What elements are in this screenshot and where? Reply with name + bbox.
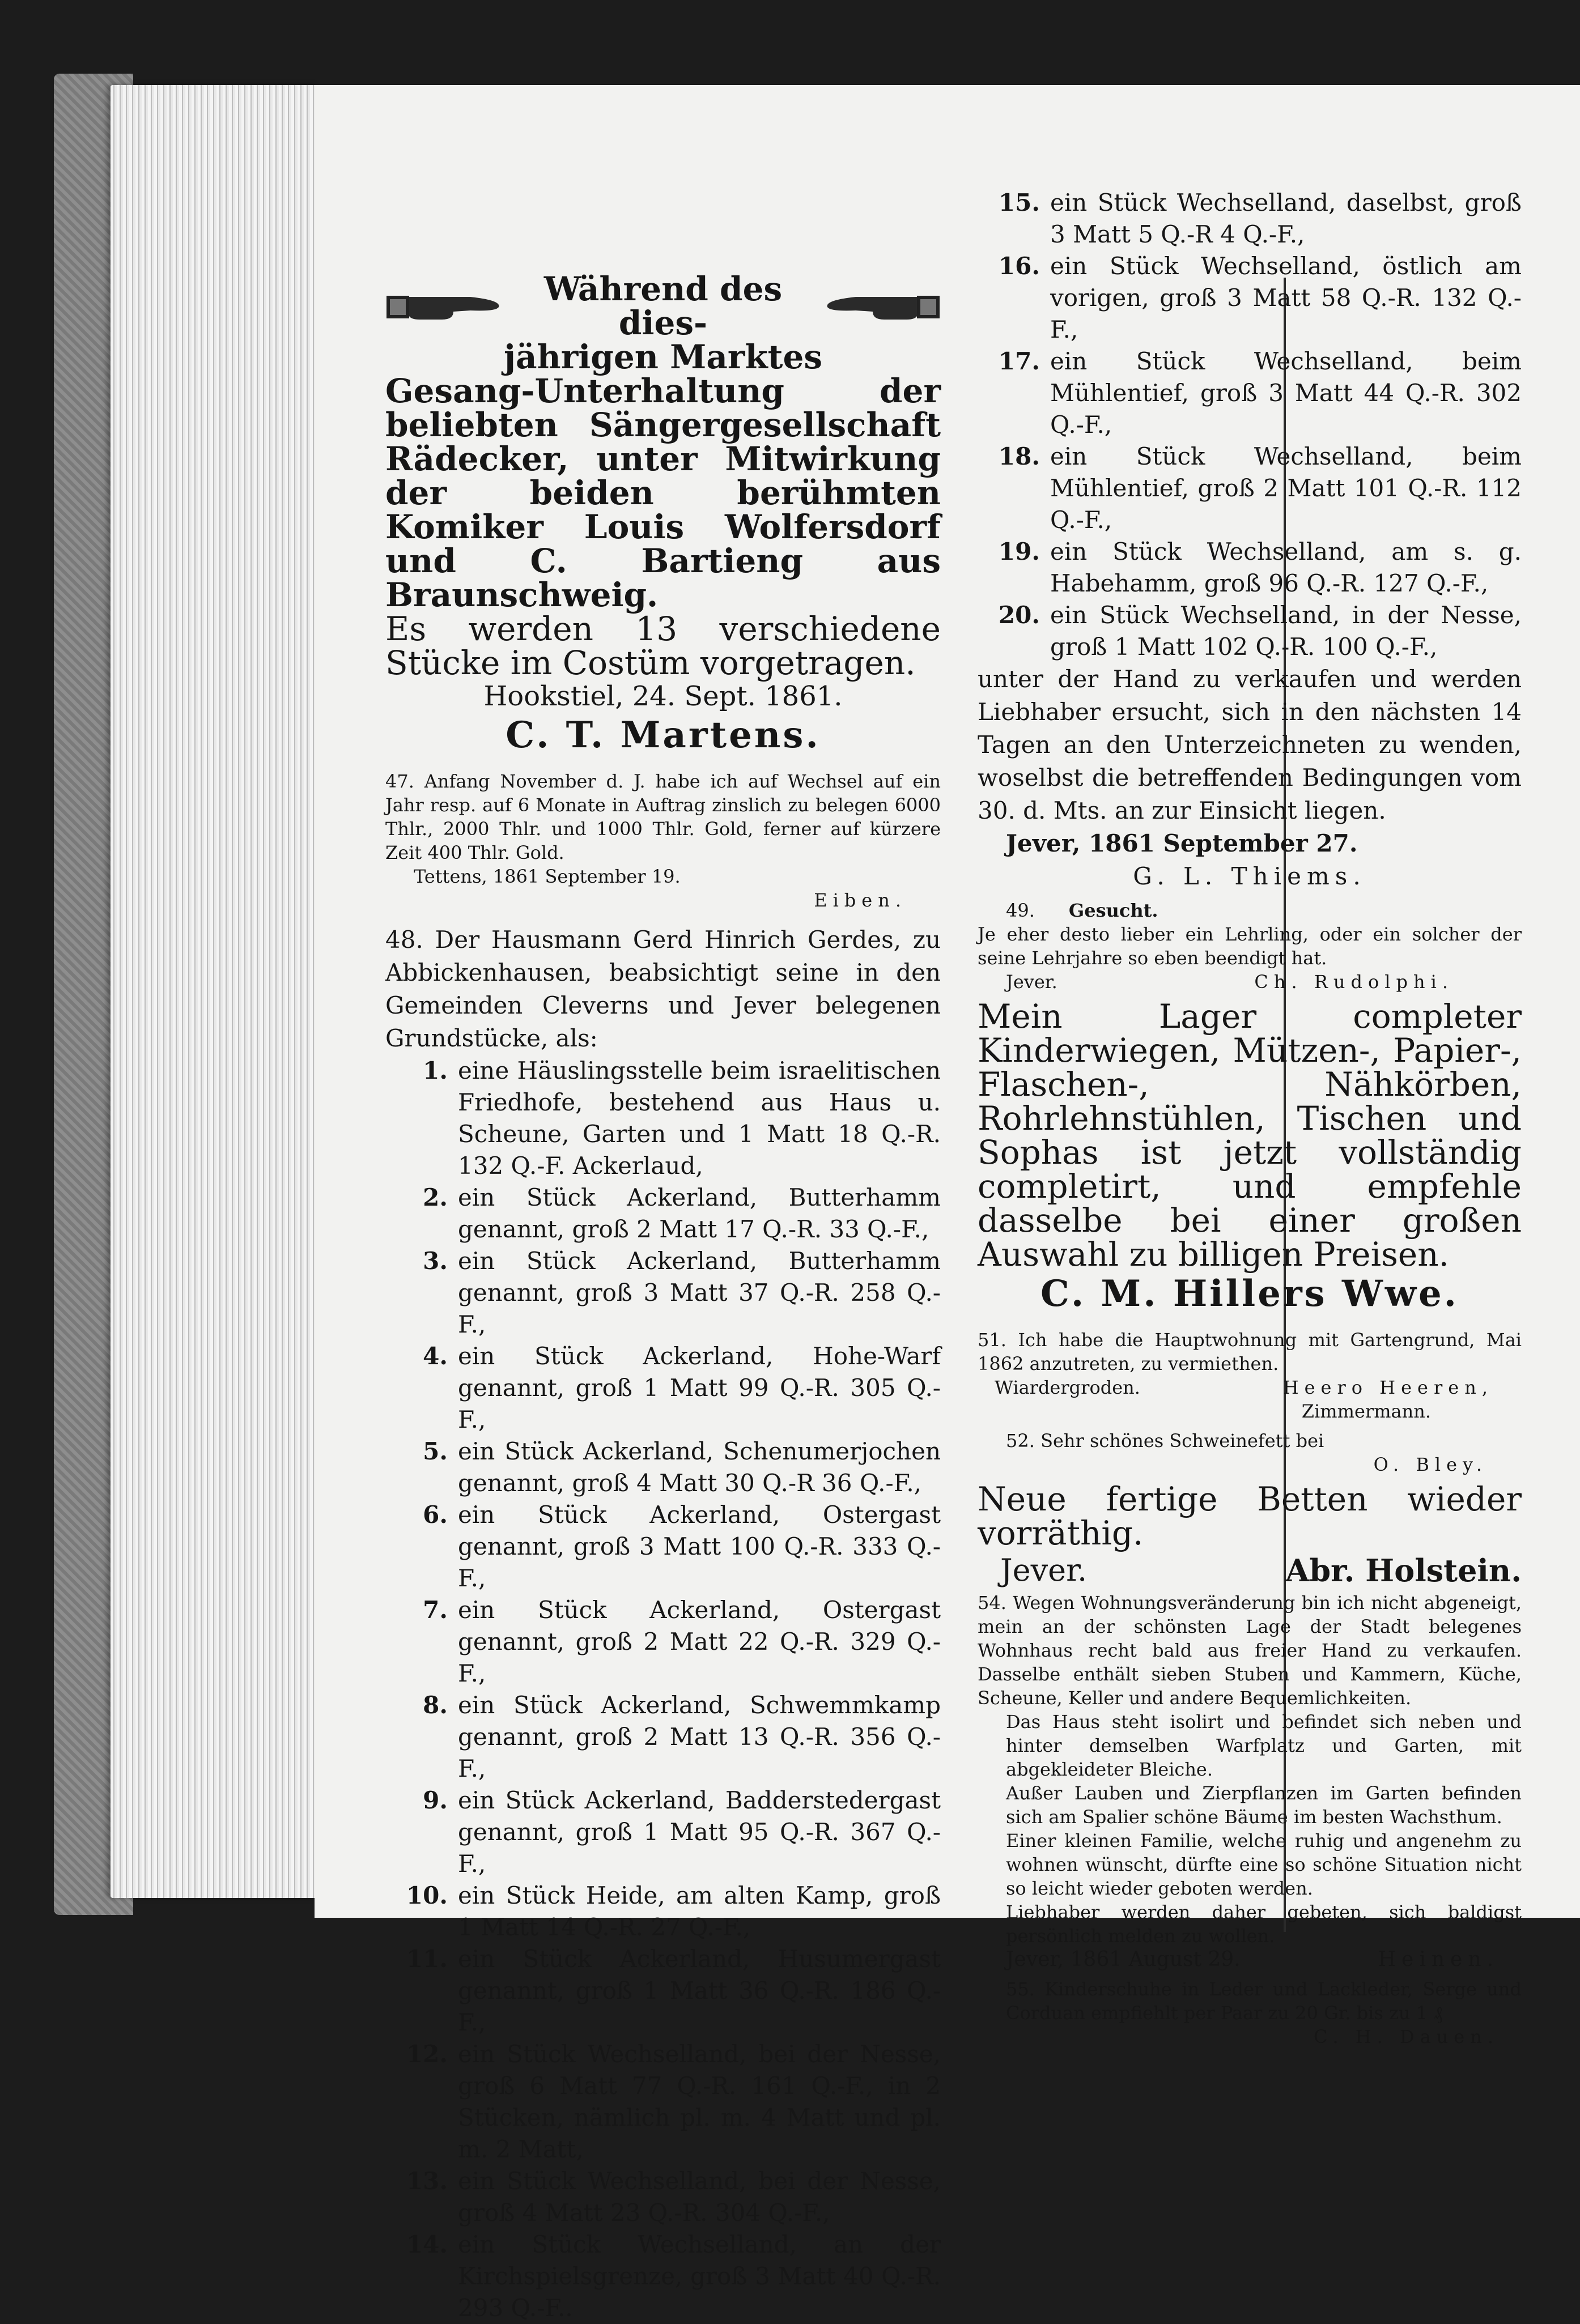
list-item-number: 2. — [423, 1184, 448, 1211]
ad-55-signature: C. H. Dauen. — [1314, 2026, 1499, 2048]
list-item-number: 19. — [998, 538, 1040, 565]
hillers-text: Mein Lager completer Kinderwiegen, Mützen-, Papier-, Flaschen-, Nähkörben, Rohrlehnstühlen, Tischen und Sophas ist jetzt vollständig completirt, und empfehle dasselbe bei einer großen Auswahl zu billigen Preisen. — [978, 997, 1522, 1274]
list-item — [385, 1340, 941, 1436]
list-item-number: 16. — [998, 252, 1040, 280]
list-item-text: eine Häuslingsstelle beim israelitischen Friedhofe, bestehend aus Haus u. Scheune, Garten und 1 Matt 18 Q.-R. 132 Q.-F. Ackerlaud, — [458, 1057, 941, 1180]
list-item-text: ein Stück Ackerland, Schwemmkamp genannt, groß 2 Matt 13 Q.-R. 356 Q.-F., — [458, 1691, 941, 1782]
ad-48-items-left — [385, 1055, 941, 2324]
list-item-number: 1. — [423, 1057, 448, 1084]
list-item — [385, 1436, 941, 1499]
martens-note: Es werden 13 verschiedene Stücke im Costüm vorgetragen. — [385, 610, 941, 682]
list-item-number: 12. — [406, 2040, 448, 2068]
list-item — [385, 1689, 941, 1785]
ad-49-footer — [978, 970, 1522, 994]
list-item-number: 15. — [998, 189, 1040, 216]
list-item-text: ein Stück Ackerland, Hohe-Warf genannt, groß 1 Matt 99 Q.-R. 305 Q.-F., — [458, 1342, 941, 1433]
list-item-text: ein Stück Ackerland, Badderstedergast genannt, groß 1 Matt 95 Q.-R. 367 Q.-F., — [458, 1786, 941, 1878]
list-item-text: ein Stück Ackerland, Husumergast genannt, groß 1 Matt 36 Q.-R. 186 Q.-F., — [458, 1945, 941, 2036]
list-item-number: 5. — [423, 1437, 448, 1465]
list-item-number: 18. — [998, 442, 1040, 470]
list-item — [978, 346, 1522, 441]
headline-line2: jährigen Marktes — [503, 338, 823, 376]
list-item — [978, 187, 1522, 250]
ad-51-footer — [978, 1376, 1522, 1399]
list-item — [385, 1055, 941, 1182]
ad-49-number: 49. — [1006, 900, 1035, 921]
list-item — [385, 1245, 941, 1340]
list-item-number: 20. — [998, 601, 1040, 629]
martens-signature: C. T. Martens. — [506, 714, 821, 756]
ad-54-p3: Außer Lauben und Zierpflanzen im Garten befinden sich am Spalier schöne Bäume im besten Wachsthum. — [1006, 1782, 1522, 1828]
ad-51-place: Wiardergroden. — [995, 1377, 1140, 1398]
list-item — [385, 1785, 941, 1880]
ad-54-p2: Das Haus steht isolirt und befindet sich neben und hinter demselben Warfplatz und Garten, mit abgekleideter Bleiche. — [1006, 1711, 1522, 1780]
ad-49-text: Je eher desto lieber ein Lehrling, oder ein solcher der seine Lehrjahre so eben beendigt hat. — [978, 923, 1522, 969]
ad-48-outro: unter der Hand zu verkaufen und werden Liebhaber ersucht, sich in den nächsten 14 Tagen an den Unterzeichneten zu wenden, woselbst die betreffenden Bedingungen vom 30. d. Mts. an zur Einsicht liegen. — [978, 665, 1522, 824]
list-item-text: ein Stück Wechselland, östlich am vorigen, groß 3 Matt 58 Q.-R. 132 Q.-F., — [1050, 252, 1522, 343]
martens-headline — [385, 272, 941, 340]
list-item-number: 4. — [423, 1342, 448, 1370]
holstein-text: Neue fertige Betten wieder vorräthig. — [978, 1480, 1522, 1552]
ad-54-p1: 54. Wegen Wohnungsveränderung bin ich nicht abgeneigt, mein an der schönsten Lage der Stadt belegenes Wohnhaus recht bald aus freier Hand zu verkaufen. Dasselbe enthält sieben Stuben und Kammern, Küche, Scheune, Keller und andere Bequemlichkeiten. — [978, 1592, 1522, 1709]
ad-55-text: 55. Kinderschuhe in Leder und Lackleder, Serge und Corduan empfiehlt per Paar zu 20 Gr. bis zu 1 ₰ — [1006, 1978, 1522, 2024]
list-item-number: 17. — [998, 347, 1040, 375]
ad-54-p4: Einer kleinen Familie, welche ruhig und angenehm zu wohnen wünscht, dürfte eine so schöne Situation nicht so leicht wieder geboten werden. — [1006, 1830, 1522, 1899]
ad-48-signature: G. L. Thiems. — [1133, 862, 1366, 890]
list-item-text: ein Stück Wechselland, beim Mühlentief, groß 2 Matt 101 Q.-R. 112 Q.-F., — [1050, 442, 1522, 534]
ad-51-text: 51. Ich habe die Hauptwohnung mit Gartengrund, Mai 1862 anzutreten, zu vermiethen. — [978, 1329, 1522, 1374]
list-item-text: ein Stück Wechselland, in der Nesse, groß 1 Matt 102 Q.-R. 100 Q.-F., — [1050, 601, 1522, 661]
headline-line1: Während des dies- — [543, 270, 783, 342]
pointing-hand-left-icon — [822, 283, 941, 329]
ad-48-intro: 48. Der Hausmann Gerd Hinrich Gerdes, zu Abbickenhausen, beabsichtigt seine in den Gemeinden Cleverns und Jever belegenen Grundstücke, als: — [385, 926, 941, 1052]
pointing-hand-right-icon — [385, 283, 504, 329]
ad-51-signature: Heero Heeren, — [1282, 1377, 1493, 1398]
list-item — [385, 2038, 941, 2165]
ad-48-items-right — [978, 187, 1522, 663]
ad-47-signature: Eiben. — [814, 889, 907, 911]
list-item-text: ein Stück Wechselland, daselbst, groß 3 Matt 5 Q.-R 4 Q.-F., — [1050, 189, 1522, 248]
list-item-text: ein Stück Wechselland, am s. g. Habehamm, groß 96 Q.-R. 127 Q.-F., — [1050, 538, 1522, 597]
list-item-number: 3. — [423, 1247, 448, 1275]
list-item-number: 10. — [406, 1882, 448, 1909]
list-item — [385, 1182, 941, 1245]
ad-48-place-date: Jever, 1861 September 27. — [1006, 829, 1358, 857]
list-item-number: 6. — [423, 1501, 448, 1529]
list-item — [385, 1880, 941, 1943]
ad-49-signature: Ch. Rudolphi. — [1254, 971, 1454, 993]
list-item-number: 7. — [423, 1596, 448, 1624]
martens-body: Gesang-Unterhaltung der beliebten Sängergesellschaft Rädecker, unter Mitwirkung der beiden berühmten Komiker Louis Wolfersdorf und C. Bartieng aus Braunschweig. — [385, 372, 941, 614]
ad-52-text: 52. Sehr schönes Schweinefett bei — [1006, 1430, 1324, 1452]
list-item-text: ein Stück Heide, am alten Kamp, groß 1 Matt 14 Q.-R. 27 Q.-F., — [458, 1882, 941, 1941]
holstein-signature: Abr. Holstein. — [1285, 1552, 1522, 1589]
list-item — [978, 599, 1522, 663]
ad-49-head — [978, 899, 1522, 922]
list-item-number: 13. — [406, 2167, 448, 2195]
list-item — [978, 536, 1522, 599]
right-column — [978, 187, 1522, 2049]
martens-place-date: Hookstiel, 24. Sept. 1861. — [483, 680, 843, 712]
list-item-number: 11. — [406, 1945, 448, 1973]
left-column — [385, 272, 941, 2324]
list-item-text: ein Stück Wechselland, an der Kirchspielsgrenze, groß 3 Matt 40 Q.-R. 293 Q.-F.. — [458, 2231, 941, 2322]
holstein-footer — [978, 1550, 1522, 1591]
ad-47-text: 47. Anfang November d. J. habe ich auf Wechsel auf ein Jahr resp. auf 6 Monate in Auftrag zinslich zu belegen 6000 Thlr., 2000 Thlr. und 1000 Thlr. Gold, ferner auf kürzere Zeit 400 Thlr. Gold. — [385, 771, 941, 863]
page-edges — [111, 85, 317, 1898]
hillers-signature: C. M. Hillers Wwe. — [1040, 1272, 1459, 1315]
list-item-text: ein Stück Ackerland, Ostergast genannt, groß 3 Matt 100 Q.-R. 333 Q.-F., — [458, 1501, 941, 1592]
ad-47-place-date: Tettens, 1861 September 19. — [414, 866, 681, 887]
list-item — [385, 2229, 941, 2324]
list-item-text: ein Stück Ackerland, Ostergast genannt, groß 2 Matt 22 Q.-R. 329 Q.-F., — [458, 1596, 941, 1687]
ad-49-heading: Gesucht. — [1068, 900, 1158, 921]
list-item — [385, 2165, 941, 2229]
ad-51-role: Zimmermann. — [1301, 1401, 1431, 1422]
ad-54-signature: Heinen. — [1378, 1948, 1499, 1971]
list-item-text: ein Stück Ackerland, Butterhamm genannt, groß 2 Matt 17 Q.-R. 33 Q.-F., — [458, 1184, 941, 1243]
list-item — [385, 1499, 941, 1594]
ad-49-place: Jever. — [1006, 971, 1057, 993]
list-item-text: ein Stück Ackerland, Schenumerjochen genannt, groß 4 Matt 30 Q.-R 36 Q.-F., — [458, 1437, 941, 1497]
list-item — [385, 1594, 941, 1689]
list-item — [385, 1943, 941, 2038]
list-item — [978, 441, 1522, 536]
list-item-text: ein Stück Wechselland, bei der Nesse, groß 4 Matt 23 Q.-R. 304 Q.-F., — [458, 2167, 941, 2227]
holstein-place: Jever. — [1000, 1552, 1088, 1588]
list-item-text: ein Stück Ackerland, Butterhamm genannt, groß 3 Matt 37 Q.-R. 258 Q.-F., — [458, 1247, 941, 1338]
ad-54-p5: Liebhaber werden daher gebeten, sich baldigst persönlich melden zu wollen. — [1006, 1901, 1522, 1947]
list-item-text: ein Stück Wechselland, bei der Nesse, groß 6 Matt 77 Q.-R. 161 Q.-F., in 2 Stücken, nämlich pl. m. 4 Matt und pl. m. 2 Matt, — [458, 2040, 941, 2163]
ad-54-place-date: Jever, 1861 August 29. — [1006, 1948, 1241, 1971]
list-item-number: 9. — [423, 1786, 448, 1814]
page — [315, 85, 1580, 2322]
list-item — [978, 250, 1522, 346]
list-item-number: 14. — [406, 2231, 448, 2258]
list-item-number: 8. — [423, 1691, 448, 1719]
ad-52-signature: O. Bley. — [1373, 1454, 1488, 1475]
list-item-text: ein Stück Wechselland, beim Mühlentief, groß 3 Matt 44 Q.-R. 302 Q.-F., — [1050, 347, 1522, 439]
ad-54-footer — [978, 1948, 1522, 1972]
